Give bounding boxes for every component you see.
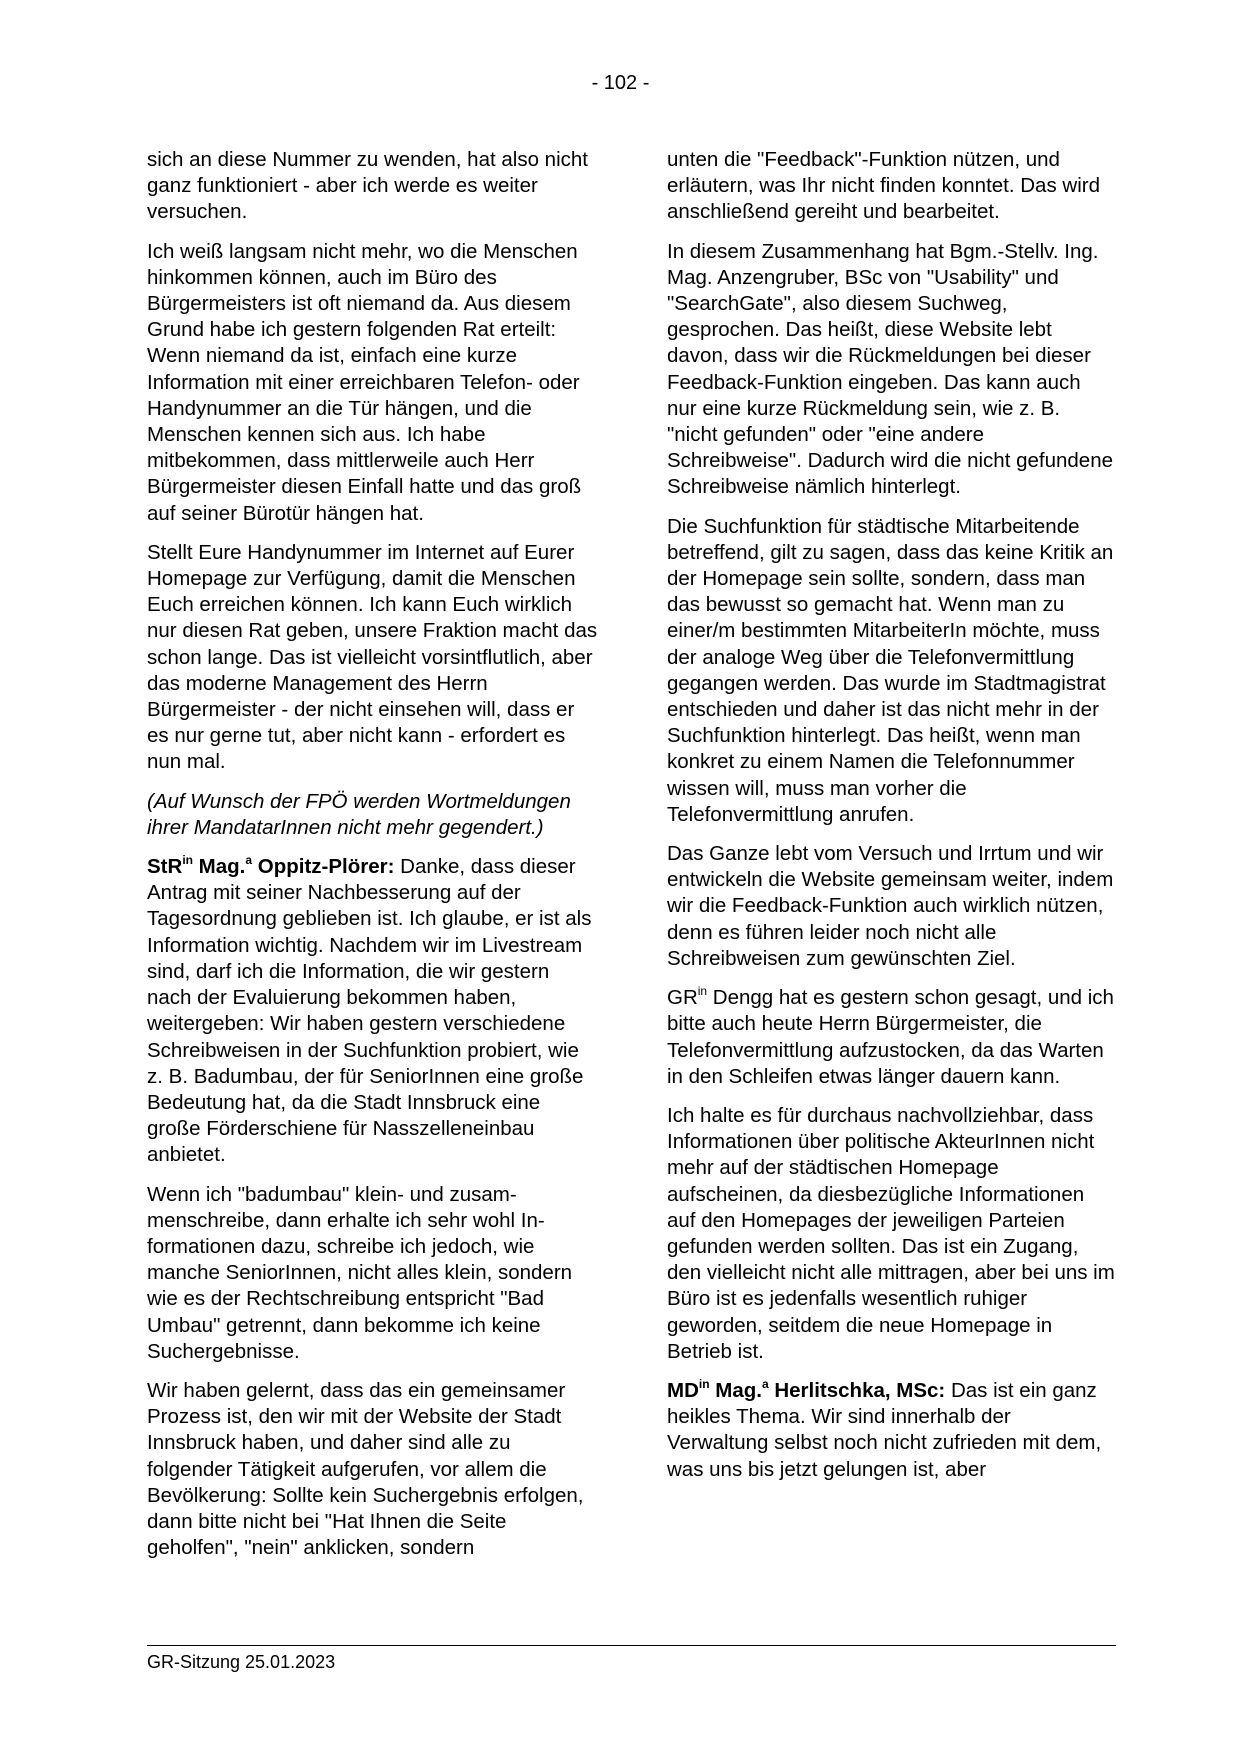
- paragraph: Stellt Eure Handynummer im Internet auf Eurer Homepage zur Verfügung, damit die Menschen Euch erreichen können. Ich kann Euch wirklich nur diesen Rat geben, unsere Fraktion macht das schon lange. Das ist vielleicht vorsintflutlich, aber das moderne Management des Herrn Bürgermeister - der nicht einsehen will, dass er es nur gerne tut, aber nicht kann - erfordert es nun mal.: [147, 540, 598, 774]
- speaker-paragraph: [147, 854, 599, 1168]
- speech-text: Das ist ein ganz heikles Thema. Wir sind innerhalb der Verwaltung selbst noch nicht zufrieden mit dem, was uns bis jetzt gelungen ist, aber: [667, 1378, 1102, 1481]
- paragraph: Das Ganze lebt vom Versuch und Irrtum und wir entwickeln die Website gemeinsam weiter, indem wir die Feedback-Funktion auch wirklich nützen, denn es führen leider noch nicht alle Schreibweisen zum gewünschten Ziel.: [667, 842, 1114, 970]
- footer-text: GR-Sitzung 25.01.2023: [147, 1652, 336, 1672]
- footer-divider: [147, 1645, 1116, 1646]
- speaker-paragraph: [667, 1378, 1115, 1483]
- paragraph: Ich halte es für durchaus nachvollziehbar, dass Informationen über politische AkteurInnen nicht mehr auf der städtischen Homepage aufscheinen, da diesbezügliche Informationen auf den Homepages der jeweiligen Parteien gefunden werden sollten. Das ist ein Zugang, den vielleicht nicht alle mittragen, aber bei uns im Büro ist es jedenfalls wesentlich ruhiger geworden, seitdem die neue Homepage in Betrieb ist.: [667, 1103, 1115, 1363]
- paragraph: Wenn ich "badumbau" klein- und zusammenschreibe, dann erhalte ich sehr wohl Informationen dazu, schreibe ich jedoch, wie manche SeniorInnen, nicht alles klein, sondern wie es der Rechtschreibung entspricht "Bad Umbau" getrennt, dann bekomme ich keine Suchergebnisse.: [147, 1182, 573, 1363]
- paragraph: Ich weiß langsam nicht mehr, wo die Menschen hinkommen können, auch im Büro des Bürgermeisters ist oft niemand da. Aus diesem Grund habe ich gestern folgenden Rat erteilt: Wenn niemand da ist, einfach eine kurze Information mit einer erreichbaren Telefon- oder Handynummer an die Tür hängen, und die Menschen kennen sich aus. Ich habe mitbekommen, dass mittlerweile auch Herr Bürgermeister diesen Einfall hatte und das groß auf seiner Bürotür hängen hat.: [147, 239, 582, 525]
- right-column: [667, 147, 1115, 1496]
- page-number: - 102 -: [591, 72, 650, 94]
- editorial-note: (Auf Wunsch der FPÖ werden Wortmeldungen ihrer MandatarInnen nicht mehr gegendert.): [147, 789, 571, 839]
- speaker-name: $MD^{in}$ Mag.$^a$ Herlitschka, MSc:: [667, 1377, 946, 1402]
- speaker-name: StR$^{in}$ Mag.$^a$ Oppitz-Plörer:: [147, 853, 395, 879]
- paragraph: sich an diese Nummer zu wenden, hat also nicht ganz funktioniert - aber ich werde es weiter versuchen.: [147, 148, 588, 224]
- paragraph: $GR^{in}$ Dengg hat es gestern schon gesagt, und ich bitte auch heute Herrn Bürgermeister, die Telefonvermittlung aufzustocken, da das Warten in den Schleifen etwas länger dauern kann.: [667, 984, 1114, 1088]
- left-column: [147, 147, 599, 1574]
- paragraph: Wir haben gelernt, dass das ein gemeinsamer Prozess ist, den wir mit der Website der Stadt Innsbruck haben, und daher sind alle zu folgender Tätigkeit aufgerufen, vor allem die Bevölkerung: Sollte kein Suchergebnis erfolgen, dann bitte nicht bei "Hat Ihnen die Seite geholfen", "nein" anklicken, sondern: [147, 1378, 584, 1560]
- paragraph: In diesem Zusammenhang hat Bgm.-Stellv. Ing. Mag. Anzengruber, BSc von "Usability" und "SearchGate", also diesem Suchweg, gesprochen. Das heißt, diese Website lebt davon, dass wir die Rückmeldungen bei dieser Feedback-Funktion eingeben. Das kann auch nur eine kurze Rückmeldung sein, wie z. B. "nicht gefunden" oder "eine andere Schreibweise". Dadurch wird die nicht gefundene Schreibweise nämlich hinterlegt.: [667, 239, 1114, 499]
- paragraph: unten die "Feedback"-Funktion nützen, und erläutern, was Ihr nicht finden konntet. Das wird anschließend gereiht und bearbeitet.: [667, 148, 1100, 224]
- speech-text: Danke, dass dieser Antrag mit seiner Nachbesserung auf der Tagesordnung geblieben ist. Ich glaube, er ist als Information wichtig. Nachdem wir im Livestream sind, darf ich die Information, die wir gestern nach der Evaluierung bekommen haben, weitergeben: Wir haben gestern verschiedene Schreibweisen in der Suchfunktion probiert, wie z. B. Badumbau, der für SeniorInnen eine große Bedeutung hat, da die Stadt Innsbruck eine große Förderschiene für Nasszelleneinbau anbietet.: [147, 855, 592, 1167]
- paragraph: Die Suchfunktion für städtische Mitarbeitende betreffend, gilt zu sagen, dass das keine Kritik an der Homepage sein sollte, sondern, dass man das bewusst so gemacht hat. Wenn man zu einer/m bestimmten MitarbeiterIn möchte, muss der analoge Weg über die Telefonvermittlung gegangen werden. Das wurde im Stadtmagistrat entschieden und daher ist das nicht mehr in der Suchfunktion hinterlegt. Das heißt, wenn man konkret zu einem Namen die Telefonnummer wissen will, muss man vorher die Telefonvermittlung anrufen.: [667, 514, 1114, 826]
